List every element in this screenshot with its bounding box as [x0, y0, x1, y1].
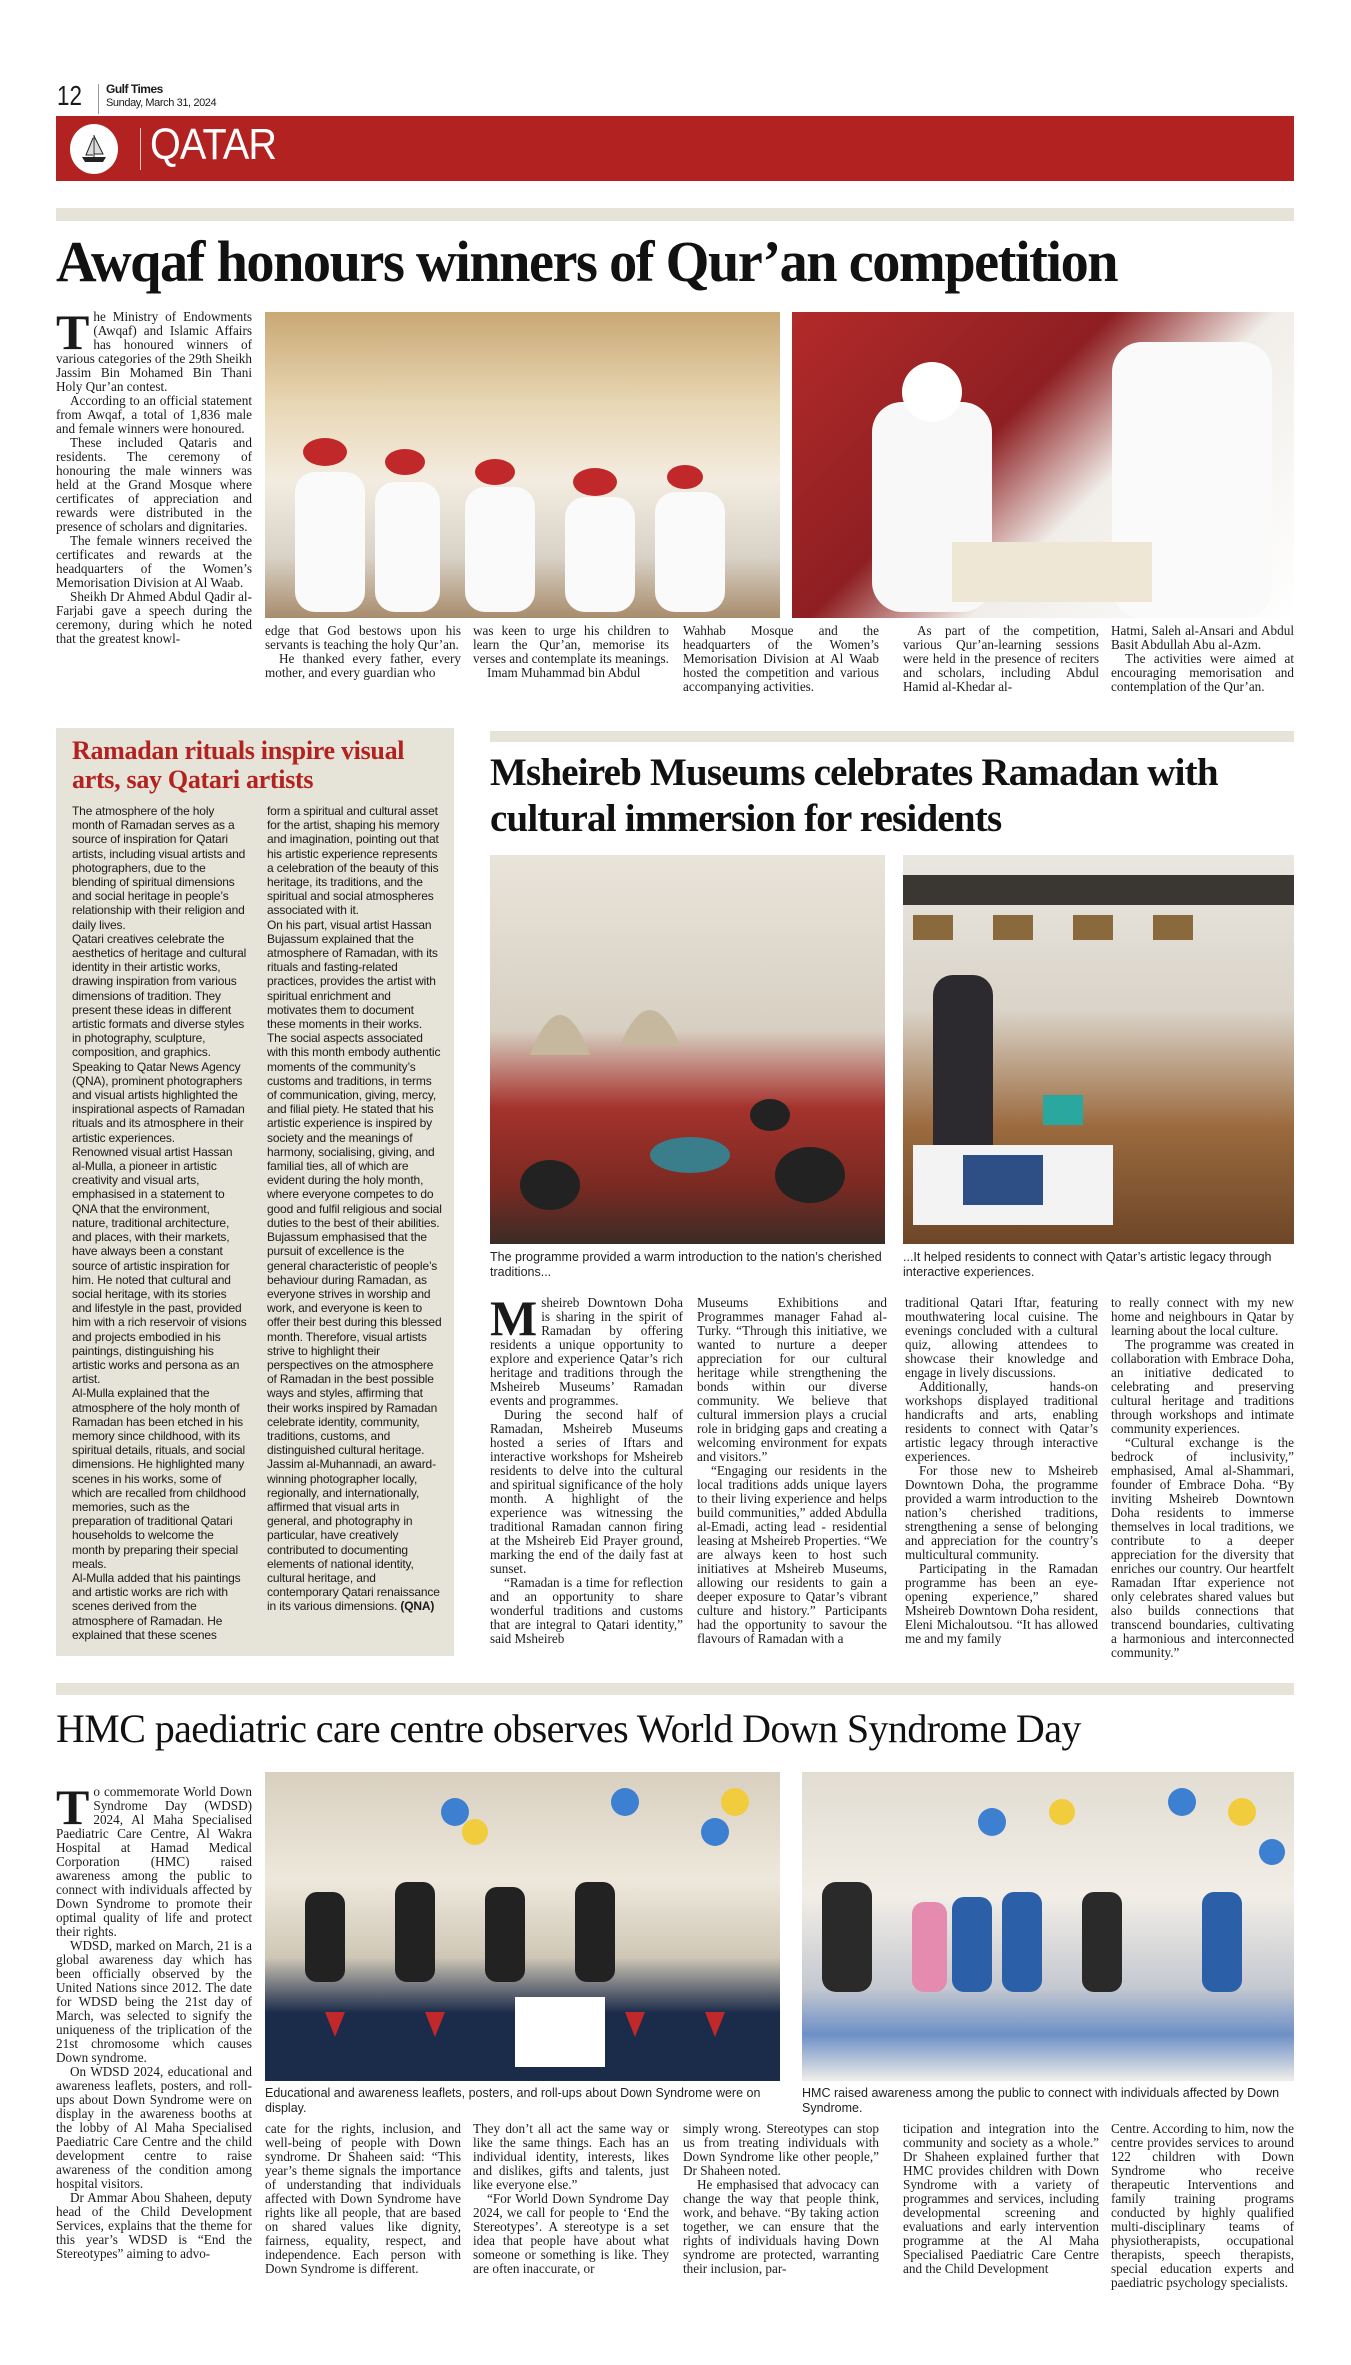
paragraph-text: According to an official statement from Awqaf, a total of 1,836 male and female winners were honoured.	[56, 393, 252, 436]
paragraph	[265, 624, 461, 652]
paragraph	[473, 2122, 669, 2192]
paragraph-text: cate for the rights, inclusion, and well-being of people with Down syndrome. Dr Shaheen said: “This year’s theme signals the importance of understanding that individuals affected with Down Syndrome have rights like all people, that are based on shared values like dignity, fairness, equality, respect, and independence. Each person with Down Syndrome is different.	[265, 2121, 461, 2276]
paragraph-text: The programme was created in collaboration with Embrace Doha, an initiative dedicated to celebrating and preserving cultural heritage and traditions through workshops and intimate community experiences.	[1111, 1337, 1294, 1436]
paragraph-text: Additionally, hands-on workshops displayed traditional handicrafts and arts, enabling residents to connect with Qatar’s artistic legacy through interactive experiences.	[905, 1379, 1098, 1464]
paragraph-text: form a spiritual and cultural asset for the artist, shaping his memory and imagination, pointing out that his artistic experience represents a celebration of the beauty of this heritage, its traditions, and the spiritual and social atmospheres associated with it.	[267, 804, 440, 918]
divider-strip	[490, 731, 1294, 742]
paragraph-text: he Ministry of Endowments (Awqaf) and Islamic Affairs has honoured winners of various categories of the 29th Sheikh Jassim Bin Mohamed Bin Thani Holy Qur’an contest.	[56, 309, 252, 394]
photo-hmc-awareness	[802, 1772, 1294, 2081]
sidebar-headline: Ramadan rituals inspire visual arts, say Qatari artists	[72, 736, 405, 794]
paragraph-text: Renowned visual artist Hassan al-Mulla, a pioneer in artistic creativity and visual arts, emphasised in a statement to QNA that the environment, nature, traditional architecture, and places, with their markets, have always been a constant source of artistic inspiration for him. He noted that cultural and social heritage, with its stories and lifestyle in the past, provided him with a rich reservoir of visions and projects embodied in his paintings, distinguishing his artistic works and persona as an artist.	[72, 1144, 247, 1387]
paragraph	[490, 1576, 683, 1646]
drop-cap: M	[490, 1290, 538, 1346]
photo-awqaf-certificates	[792, 312, 1294, 618]
paragraph-text: simply wrong. Stereotypes can stop us from treating individuals with Down Syndrome like other people,” Dr Shaheen noted.	[683, 2121, 879, 2178]
paragraph	[1111, 624, 1294, 652]
divider-strip	[56, 1683, 1294, 1695]
paragraph	[265, 652, 461, 680]
paragraph	[56, 590, 252, 646]
paragraph	[473, 624, 669, 666]
paragraph-text: Jassim al-Muhannadi, an award-winning photographer locally, regionally, and internationally, affirmed that visual arts in general, and photography in particular, have creatively contributed to documenting elements of national identity, cultural heritage, and contemporary Qatari renaissance in its various dimensions.	[267, 1457, 440, 1614]
photo-caption: HMC raised awareness among the public to connect with individuals affected by Down Syndrome.	[802, 2086, 1280, 2115]
paragraph	[267, 918, 442, 1230]
article-column	[265, 624, 461, 710]
paragraph	[683, 2178, 879, 2276]
paragraph	[473, 2192, 669, 2276]
article-column	[683, 2122, 879, 2282]
article-column	[490, 1290, 683, 1656]
article-column	[903, 624, 1099, 710]
paragraph-text: Qatari creatives celebrate the aesthetics of heritage and cultural identity in their artistic works, drawing inspiration from various dimensions of tradition. They present these ideas in different artistic formats and diverse styles in photography, sculpture, composition, and graphics.	[72, 931, 247, 1060]
paragraph	[72, 1571, 247, 1642]
paragraph	[905, 1562, 1098, 1646]
news-agency-credit: (QNA)	[400, 1599, 435, 1614]
paragraph-text: On his part, visual artist Hassan Bujassum explained that the atmosphere of Ramadan, with its rituals and fasting-related practices, provides the artist with spiritual enrichment and motivates them to document these moments in their works. The social aspects associated with this month embody authentic moments of the community’s customs and traditions, in terms of communication, giving, mercy, and filial piety. He stated that his artistic experience is inspired by society and the meanings of harmony, socialising, giving, and familial ties, all of which are evident during the holy month, where everyone competes to do good and fulfil religious and social duties to the best of their abilities.	[267, 917, 442, 1230]
paragraph-text: sheireb Downtown Doha is sharing in the spirit of Ramadan by offering residents a unique opportunity to explore and experience Qatar’s rich heritage and traditions through the Msheireb Museums’ Ramadan events and programmes.	[490, 1295, 683, 1408]
divider	[140, 128, 141, 170]
paragraph-text: Dr Ammar Abou Shaheen, deputy head of the Child Development Services, explains that the theme for this year’s WDSD is “End the Stereotypes” aiming to advo-	[56, 2190, 252, 2261]
paragraph	[265, 2122, 461, 2276]
paragraph-text: Imam Muhammad bin Abdul	[487, 665, 641, 680]
headline-hmc: HMC paediatric care centre observes World Down Syndrome Day	[56, 1706, 1081, 1751]
paragraph-text: was keen to urge his children to learn the Qur’an, memorise its verses and contemplate its meanings.	[473, 623, 669, 666]
article-column	[56, 304, 252, 710]
paragraph	[490, 1290, 683, 1408]
paragraph-text: On WDSD 2024, educational and awareness leaflets, posters, and roll-ups about Down Syndrome were on display in the awareness booths at the lobby of Al Maha Specialised Paediatric Care Centre and the child development centre to raise awareness of the condition among hospital visitors.	[56, 2064, 252, 2191]
paragraph	[1111, 2122, 1294, 2290]
drop-cap: T	[56, 304, 90, 360]
paragraph-text: These included Qataris and residents. The ceremony of honouring the male winners was held at the Grand Mosque where certificates of appreciation and rewards were distributed in the presence of scholars and dignitaries.	[56, 435, 252, 534]
photo-msheireb-workshop	[903, 855, 1294, 1244]
sidebar-columns	[72, 804, 442, 1648]
paragraph	[72, 804, 247, 932]
article-column	[683, 624, 879, 710]
issue-date: Sunday, March 31, 2024	[106, 97, 217, 109]
paragraph-text: ticipation and integration into the community and society as a whole.” Dr Shaheen explained further that HMC provides children with Down Syndrome with a variety of programmes and services, including developmental screening and evaluations and early intervention programme at the Al Maha Specialised Paediatric Care Centre and the Child Development	[903, 2121, 1099, 2276]
paragraph-text: Museums Exhibitions and Programmes manager Fahad al-Turky. “Through this initiative, we wanted to nurture a deeper appreciation for our cultural heritage while strengthening the bonds within our diverse community. We believe that cultural immersion plays a crucial role in bridging gaps and creating a welcoming environment for expats and visitors.”	[697, 1295, 887, 1464]
paragraph-text: Wahhab Mosque and the headquarters of the Women’s Memorisation Division at Al Waab hosted the competition and various accompanying activities.	[683, 623, 879, 694]
headline-awqaf: Awqaf honours winners of Qur’an competition	[56, 229, 1118, 294]
publication-name: Gulf Times	[106, 82, 163, 96]
paragraph-text: They don’t all act the same way or like the same things. Each has an individual identity, interests, likes and dislikes, gifts and talents, just like everyone else.”	[473, 2121, 669, 2192]
article-column	[697, 1296, 887, 1656]
photo-caption: The programme provided a warm introduction to the nation’s cherished traditions...	[490, 1250, 882, 1279]
headline-msheireb: Msheireb Museums celebrates Ramadan with cultural immersion for residents	[490, 751, 1218, 840]
article-column	[905, 1296, 1098, 1656]
paragraph	[490, 1408, 683, 1576]
paragraph	[56, 2191, 252, 2261]
paragraph	[56, 2065, 252, 2191]
paragraph	[1111, 1436, 1294, 1660]
paragraph-text: Participating in the Ramadan programme has been an eye-opening experience,” shared Msheireb Downtown Doha resident, Eleni Michaloutsou. “It has allowed me and my family	[905, 1561, 1098, 1646]
paragraph	[56, 394, 252, 436]
dhow-logo-icon	[70, 124, 118, 174]
sidebar-column	[72, 804, 247, 1648]
article-column	[56, 1779, 252, 2280]
paragraph	[1111, 1338, 1294, 1436]
paragraph-text: The female winners received the certificates and rewards at the headquarters of the Women’s Memorisation Division at Al Waab.	[56, 533, 252, 590]
photo-hmc-booth	[265, 1772, 780, 2081]
divider-strip	[56, 208, 1294, 221]
article-column	[1111, 2121, 1294, 2290]
paragraph	[697, 1464, 887, 1646]
paragraph-text: to really connect with my new home and neighbours in Qatar by learning about the local culture.	[1111, 1295, 1294, 1338]
paragraph-text: o commemorate World Down Syndrome Day (WDSD) 2024, Al Maha Specialised Paediatric Care Centre, Al Wakra Hospital at Hamad Medical Corporation (HMC) raised awareness among the public to connect with individuals affected by Down Syndrome to promote their optimal quality of life and protect their rights.	[56, 1784, 252, 1939]
paragraph-text: WDSD, marked on March, 21 is a global awareness day which has been officially observed by the United Nations since 2012. The date for WDSD being the 21st day of March, was selected to signify the uniqueness of the triplication of the 21st chromosome which causes Down syndrome.	[56, 1938, 252, 2065]
paragraph	[905, 1296, 1098, 1380]
paragraph	[56, 534, 252, 590]
paragraph-text: Al-Mulla explained that the atmosphere of the holy month of Ramadan has been etched in his memory since childhood, with its spiritual details, rituals, and social dimensions. He highlighted many scenes in his works, some of which are recalled from childhood memories, such as the preparation of traditional Qatari households to welcome the month by preparing their special meals.	[72, 1386, 246, 1571]
photo-msheireb-iftar	[490, 855, 885, 1244]
article-column	[265, 2122, 461, 2282]
paragraph-text: Hatmi, Saleh al-Ansari and Abdul Basit Abdullah Abu al-Azm.	[1111, 623, 1294, 652]
divider	[98, 84, 99, 114]
paragraph-text: Sheikh Dr Ahmed Abdul Qadir al-Farjabi gave a speech during the ceremony, during which he noted that the greatest knowl-	[56, 589, 252, 646]
paragraph	[56, 304, 252, 394]
paragraph	[56, 436, 252, 534]
paragraph	[56, 1779, 252, 1939]
paragraph-text: As part of the competition, various Qur’an-learning sessions were held in the presence of reciters and scholars, including Abdul Hamid al-Khedar al-	[903, 623, 1099, 694]
article-column	[1111, 1295, 1294, 1660]
section-title: QATAR	[150, 120, 277, 169]
paragraph-text: The atmosphere of the holy month of Ramadan serves as a source of inspiration for Qatari artists, including visual artists and photographers, due to the blending of spiritual dimensions and social heritage in people’s relationship with their religion and daily lives.	[72, 804, 246, 932]
paragraph-text: Centre. According to him, now the centre provides services to around 122 children with Down Syndrome who receive therapeutic Interventions and family training programs conducted by highly qualified multi-disciplinary teams of physiotherapists, occupational therapists, speech therapists, special education experts and paediatric psychology specialists.	[1111, 2121, 1294, 2290]
paragraph-text: He emphasised that advocacy can change the way that people think, work, and behave. “By taking action together, we can ensure that the rights of individuals having Down syndrome are protected, warranting their inclusion, par-	[683, 2177, 879, 2276]
article-column	[1111, 624, 1294, 710]
article-column	[903, 2122, 1099, 2282]
paragraph	[267, 804, 442, 918]
paragraph-text: edge that God bestows upon his servants is teaching the holy Qur’an.	[265, 623, 461, 652]
paragraph	[903, 2122, 1099, 2276]
paragraph	[72, 1386, 247, 1571]
photo-caption: ...It helped residents to connect with Qatar’s artistic legacy through interactive experiences.	[903, 1250, 1272, 1279]
drop-cap: T	[56, 1779, 90, 1835]
photo-awqaf-ceremony	[265, 312, 780, 618]
paragraph-text: Bujassum emphasised that the pursuit of excellence is the general characteristic of people’s behaviour during Ramadan, as everyone strives in worship and work, and everyone is keen to offer their best during this blessed month. Therefore, visual artists strive to highlight their perspectives on the atmosphere of Ramadan in the best possible ways and styles, affirming that their works inspired by Ramadan celebrate identity, community, traditions, customs, and distinguished cultural heritage.	[267, 1230, 442, 1458]
paragraph	[72, 932, 247, 1060]
paragraph	[697, 1296, 887, 1464]
paragraph-text: traditional Qatari Iftar, featuring mouthwatering local cuisine. The evenings concluded with a cultural quiz, allowing attendees to showcase their knowledge and engage in lively discussions.	[905, 1295, 1098, 1380]
paragraph-text: Al-Mulla added that his paintings and artistic works are rich with scenes derived from the atmosphere of Ramadan. He explained that these scenes	[72, 1570, 241, 1642]
sidebar-box	[56, 728, 454, 1656]
paragraph-text: “Cultural exchange is the bedrock of inclusivity,” emphasised, Amal al-Shammari, founder of Embrace Doha. “By inviting Msheireb Downtown Doha residents to immerse themselves in local traditions, we contribute to a deeper appreciation for the diversity that enriches our country. Our heartfelt Ramadan Iftar experience not only celebrates shared values but also builds connections that transcend boundaries, cultivating a harmonious and interconnected community.”	[1111, 1435, 1294, 1660]
paragraph	[473, 666, 669, 680]
paragraph-text: “Engaging our residents in the local traditions adds unique layers to their living experience and helps build communities,” added Abdulla al-Emadi, acting lead - residential leasing at Msheireb Properties. “We are always keen to host such initiatives at Msheireb Museums, allowing our residents to gain a deeper exposure to Qatar’s vibrant culture and history.” Participants had the opportunity to savour the flavours of Ramadan with a	[697, 1463, 887, 1646]
paragraph	[905, 1464, 1098, 1562]
paragraph	[267, 1457, 442, 1613]
paragraph	[1111, 652, 1294, 694]
paragraph	[56, 1939, 252, 2065]
photo-caption: Educational and awareness leaflets, posters, and roll-ups about Down Syndrome were on display.	[265, 2086, 761, 2115]
paragraph	[72, 1145, 247, 1386]
article-column	[473, 2122, 669, 2282]
paragraph	[683, 624, 879, 694]
paragraph-text: He thanked every father, every mother, and every guardian who	[265, 651, 461, 680]
paragraph	[683, 2122, 879, 2178]
paragraph	[905, 1380, 1098, 1464]
paragraph-text: For those new to Msheireb Downtown Doha, the programme provided a warm introduction to the nation’s cherished traditions, strengthening a sense of belonging and appreciation for the country’s multicultural community.	[905, 1463, 1098, 1562]
paragraph-text: “For World Down Syndrome Day 2024, we call for people to ‘End the Stereotypes’. A stereotype is a set idea that people have about what someone or something is like. They are often inaccurate, or	[473, 2191, 669, 2276]
article-column	[473, 624, 669, 710]
paragraph	[267, 1230, 442, 1457]
paragraph-text: During the second half of Ramadan, Msheireb Museums hosted a series of Iftars and interactive workshops for Msheireb residents to delve into the cultural and spiritual significance of the holy month. A highlight of the experience was witnessing the traditional Ramadan cannon firing at the Msheireb Eid Prayer ground, marking the end of the daily fast at sunset.	[490, 1407, 683, 1576]
paragraph-text: Speaking to Qatar News Agency (QNA), prominent photographers and visual artists highlighted the inspirational aspects of Ramadan rituals and its atmosphere in their artistic experiences.	[72, 1059, 245, 1145]
paragraph-text: “Ramadan is a time for reflection and an opportunity to share wonderful traditions and customs that are integral to Qatari identity,” said Msheireb	[490, 1575, 683, 1646]
paragraph	[1111, 1296, 1294, 1338]
sidebar-column	[267, 804, 442, 1648]
paragraph	[72, 1060, 247, 1145]
paragraph-text: The activities were aimed at encouraging memorisation and contemplation of the Qur’an.	[1111, 651, 1294, 694]
page-number: 12	[57, 80, 82, 111]
paragraph	[903, 624, 1099, 694]
